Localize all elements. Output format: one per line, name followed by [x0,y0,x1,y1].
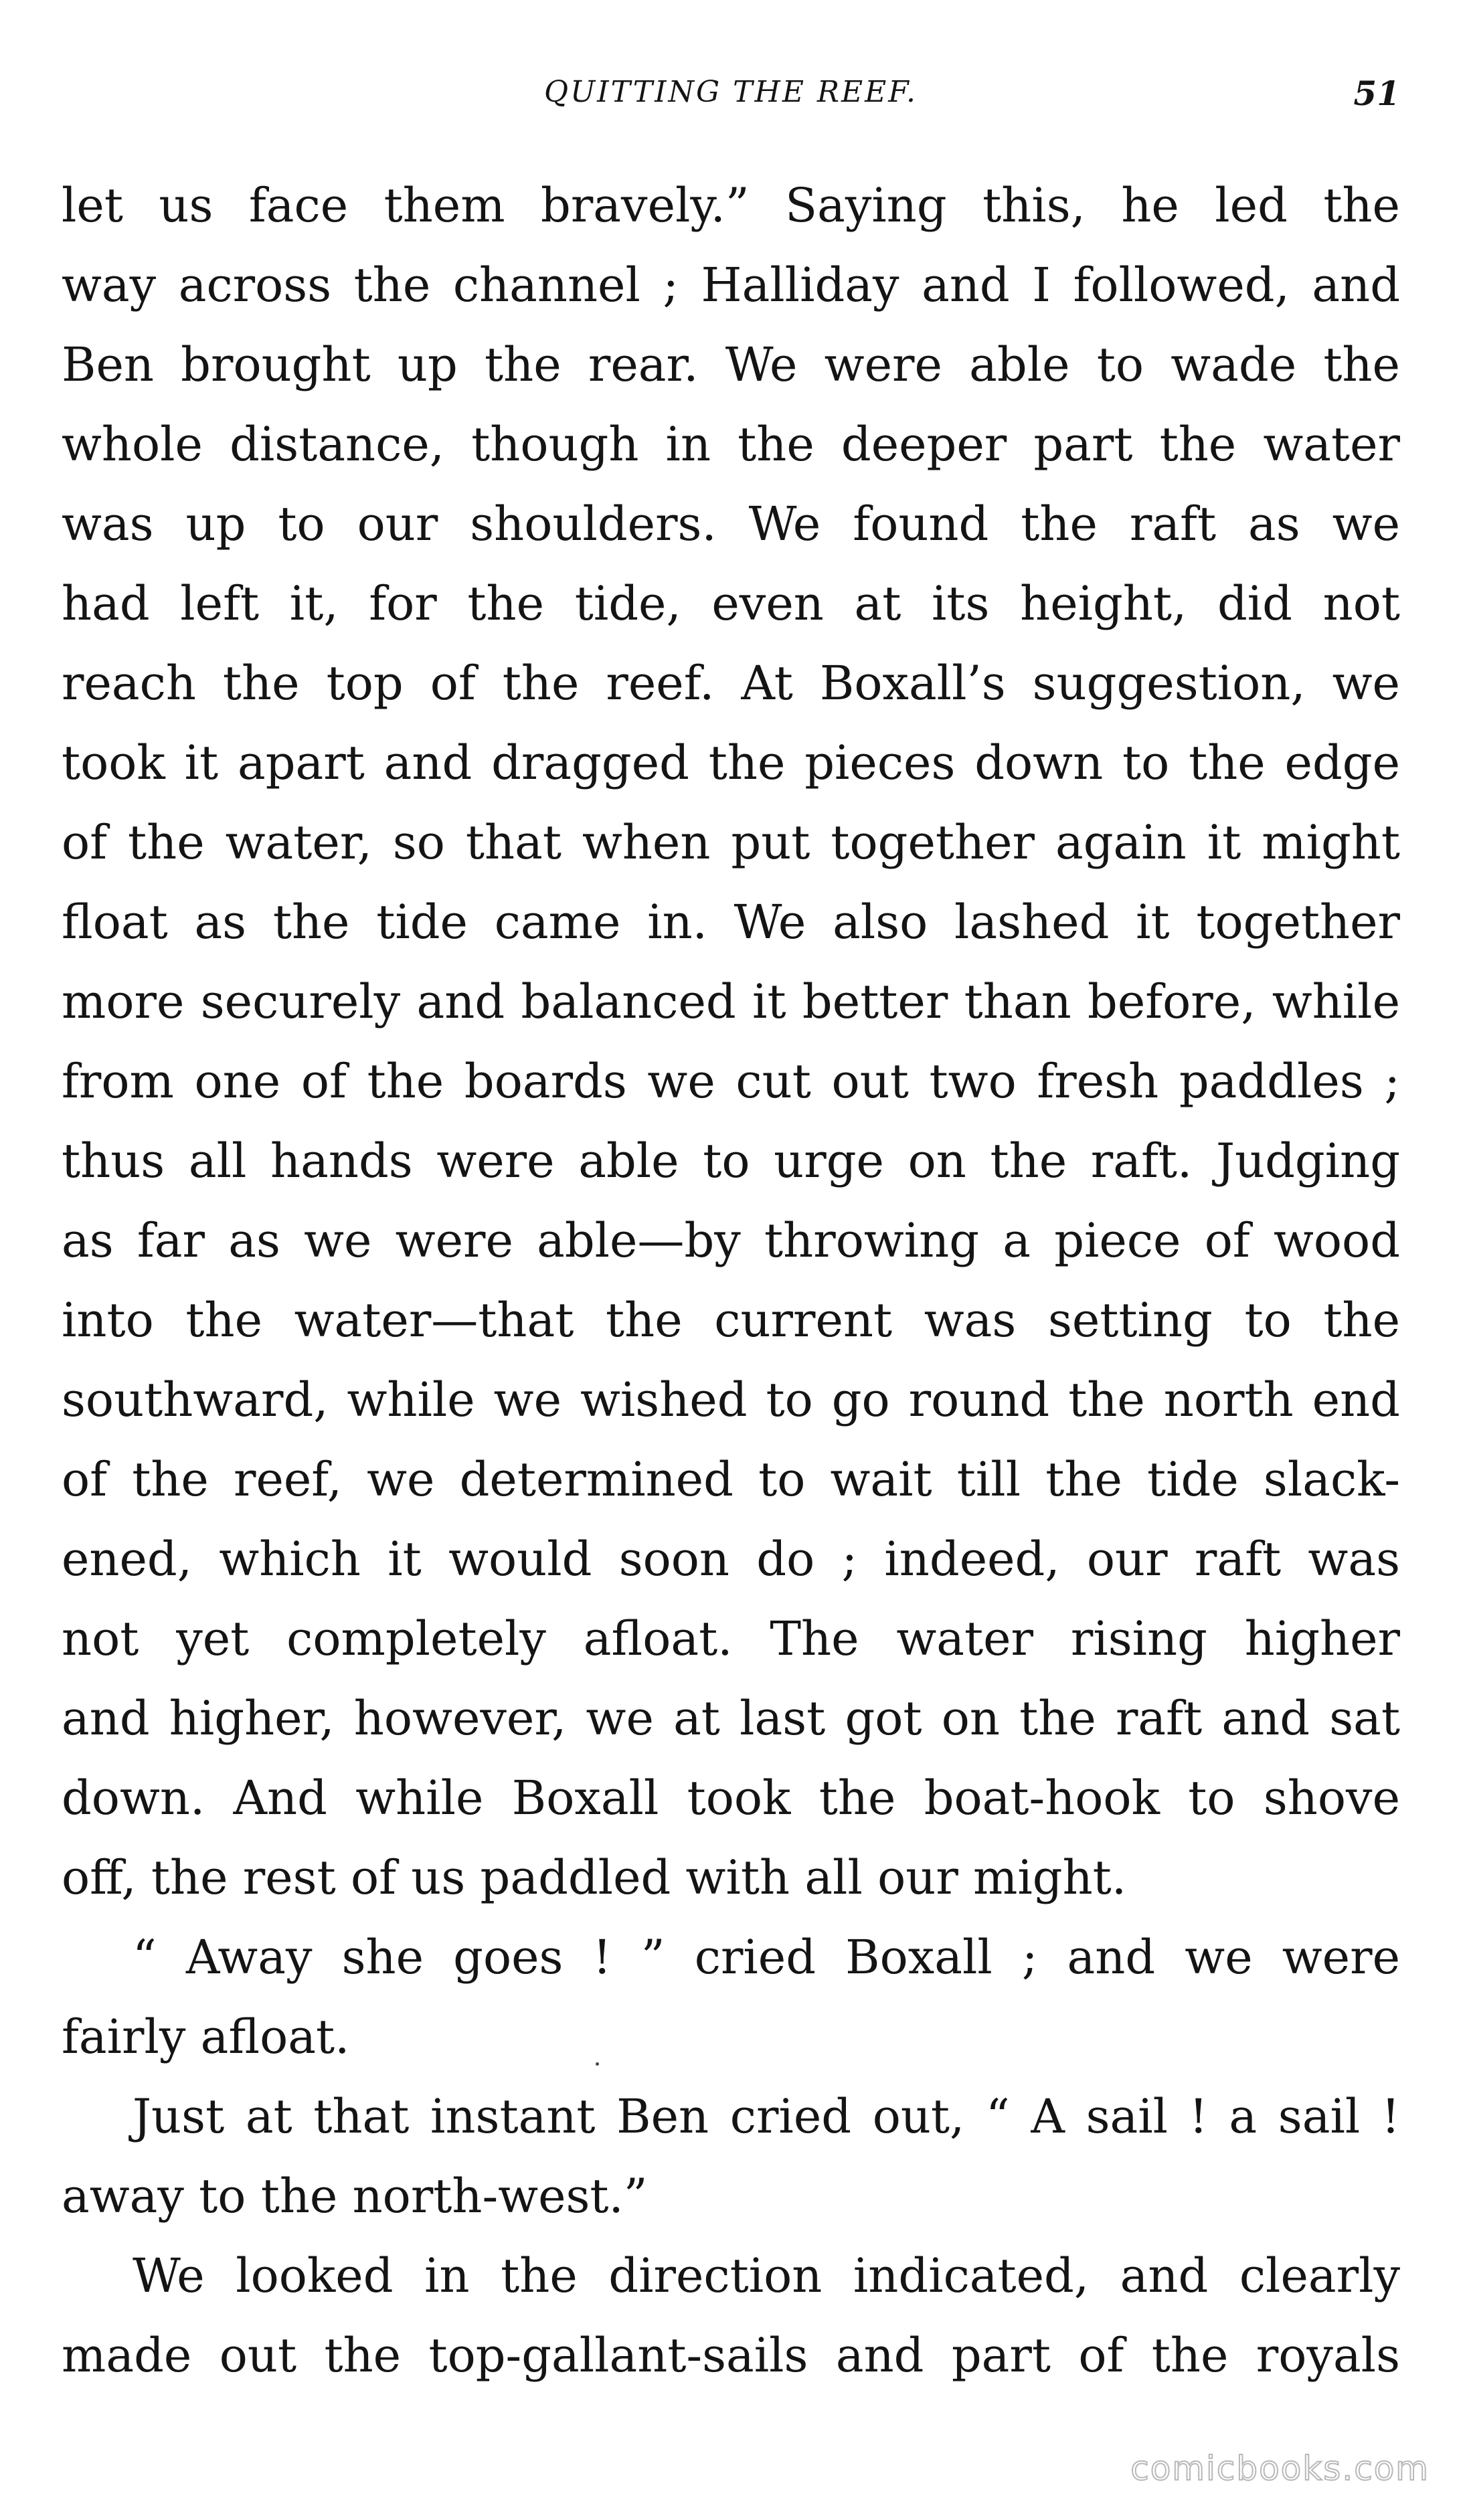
text-line: thus all hands were able to urge on the raft. Judging [62,1134,1400,1188]
text-line: from one of the boards we cut out two fresh paddles ; [62,1054,1400,1109]
body-text [62,166,1400,2396]
text-line: float as the tide came in. We also lashed it together [62,895,1400,950]
text-line: “ Away she goes ! ” cried Boxall ; and we were [133,1930,1400,1985]
running-title: QUITTING THE REEF. [544,75,918,109]
text-line: fairly afloat. [62,2009,350,2064]
text-line: as far as we were able—by throwing a piece of wood [62,1213,1400,1268]
text-line: whole distance, though in the deeper part the water [62,417,1400,472]
page-number: 51 [1353,74,1400,113]
text-line: and higher, however, we at last got on the raft and sat [62,1691,1400,1746]
text-line: was up to our shoulders. We found the raft as we [62,497,1400,551]
ink-speck [596,2062,599,2066]
text-line: away to the north-west.” [62,2169,648,2224]
text-line: We looked in the direction indicated, and clearly [133,2248,1400,2303]
text-line: way across the channel ; Halliday and I followed, and [62,258,1400,312]
text-line: of the water, so that when put together again it might [62,815,1400,870]
text-line: not yet completely afloat. The water rising higher [62,1611,1400,1666]
watermark: comicbooks.com [1130,2449,1430,2488]
text-line: into the water—that the current was setting to the [62,1293,1400,1348]
text-line: Just at that instant Ben cried out, “ A sail ! a sail ! [133,2089,1400,2144]
text-line: more securely and balanced it better than before, while [62,974,1400,1029]
text-line: reach the top of the reef. At Boxall’s suggestion, we [62,656,1400,711]
text-line: down. And while Boxall took the boat-hook to shove [62,1771,1400,1825]
text-line: took it apart and dragged the pieces down to the edge [62,735,1400,790]
text-line: southward, while we wished to go round the north end [62,1372,1400,1427]
text-line: off, the rest of us paddled with all our might. [62,1850,1127,1905]
text-line: had left it, for the tide, even at its height, did not [62,576,1400,631]
text-line: Ben brought up the rear. We were able to wade the [62,337,1400,392]
text-line: let us face them bravely.” Saying this, he led the [62,178,1400,233]
text-line: made out the top-gallant-sails and part of the royals [62,2328,1400,2383]
text-line: ened, which it would soon do ; indeed, our raft was [62,1532,1400,1587]
running-head [62,75,1400,122]
text-line: of the reef, we determined to wait till the tide slack- [62,1452,1400,1507]
